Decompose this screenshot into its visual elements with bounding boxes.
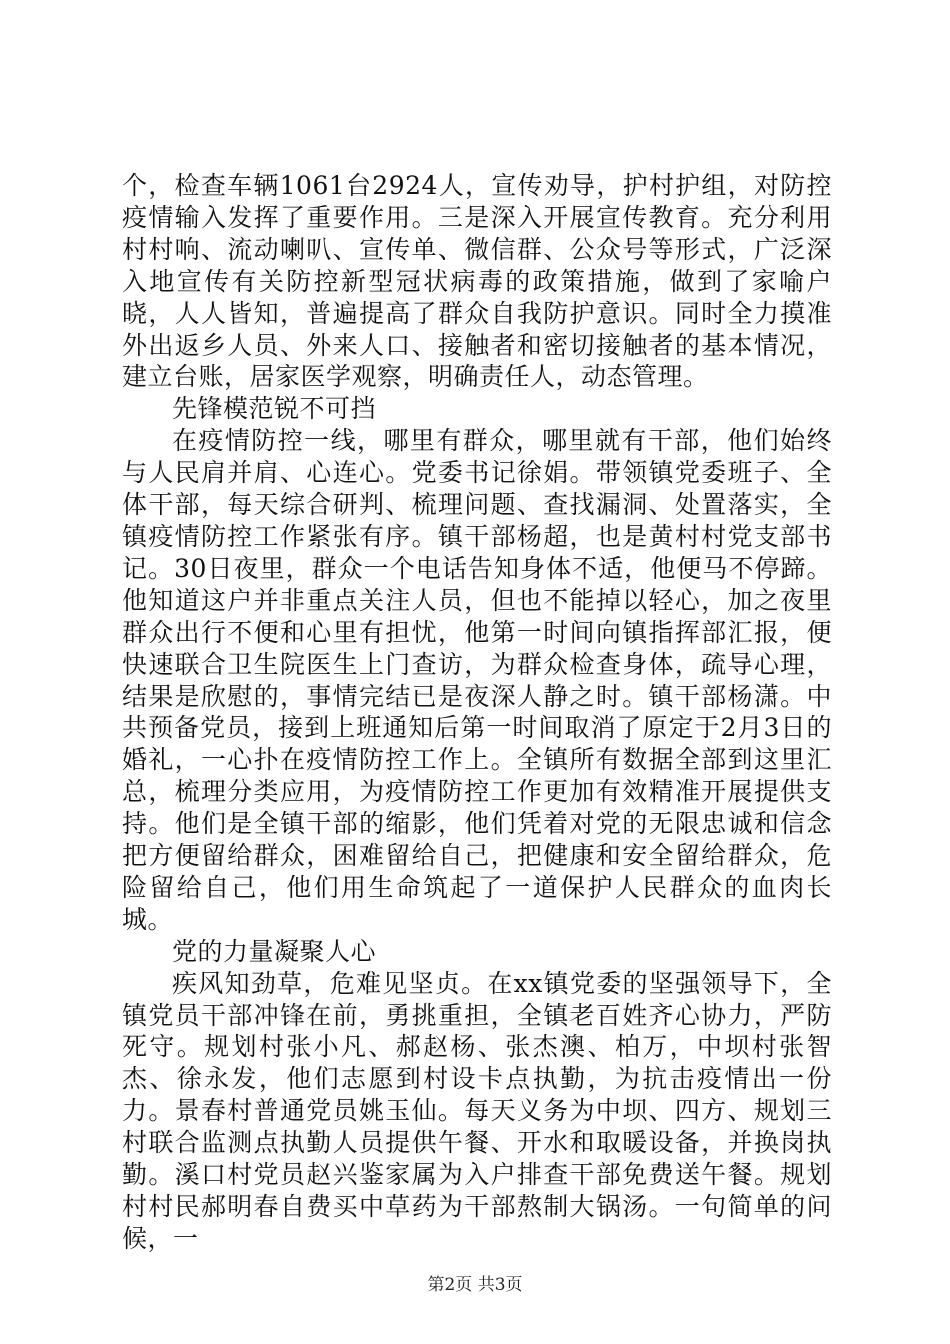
paragraph-party-members: 疾风知劲草，危难见坚贞。在xx镇党委的坚强领导下，全镇党员干部冲锋在前，勇挑重担，全镇老百姓齐心协力，严防死守。规划村张小凡、郝赵杨、张杰澳、柏万，中坝村张智杰、徐永发，他们志愿到村设卡点执勤，为抗击疫情出一份力。景春村普通党员姚玉仙。每天义务为中坝、四方、规划三村联合监测点执勤人员提供午餐、开水和取暖设备，并换岗执勤。溪口村党员赵兴鉴家属为入户排查干部免费送午餐。规划村村民郝明春自费买中草药为干部熬制大锅汤。一句简单的问候，一 [122,968,832,1253]
section-heading-party-strength: 党的力量凝聚人心 [172,936,377,966]
document-body [122,170,832,1255]
paragraph-prevention-measures: 个，检查车辆1061台2924人，宣传劝导，护村护组，对防控疫情输入发挥了重要作用。三是深入开展宣传教育。充分利用村村响、流动喇叭、宣传单、微信群、公众号等形式，广泛深入地宣传有关防控新型冠状病毒的政策措施，做到了家喻户晓，人人皆知，普遍提高了群众自我防护意识。同时全力摸准外出返乡人员、外来人口、接触者和密切接触者的基本情况，建立台账，居家医学观察，明确责任人，动态管理。 [122,171,832,392]
page-footer: 第2页 共3页 [427,1275,523,1295]
section-heading-vanguard: 先锋模范锐不可挡 [172,394,377,424]
paragraph-vanguard-cadres: 在疫情防控一线，哪里有群众，哪里就有干部，他们始终与人民肩并肩、心连心。党委书记徐娟。带领镇党委班子、全体干部，每天综合研判、梳理问题、查找漏洞、处置落实，全镇疫情防控工作紧张有序。镇干部杨超，也是黄村村党支部书记。30日夜里，群众一个电话告知身体不适，他便马不停蹄。他知道这户并非重点关注人员，但也不能掉以轻心，加之夜里群众出行不便和心里有担忧，他第一时间向镇指挥部汇报，便快速联合卫生院医生上门查访，为群众检查身体，疏导心理，结果是欣慰的，事情完结已是夜深人静之时。镇干部杨潇。中共预备党员，接到上班通知后第一时间取消了原定于2月3日的婚礼，一心扑在疫情防控工作上。全镇所有数据全部到这里汇总，梳理分类应用，为疫情防控工作更加有效精准开展提供支持。他们是全镇干部的缩影，他们凭着对党的无限忠诚和信念把方便留给群众，困难留给自己，把健康和安全留给群众，危险留给自己，他们用生命筑起了一道保护人民群众的血肉长城。 [122,426,832,934]
